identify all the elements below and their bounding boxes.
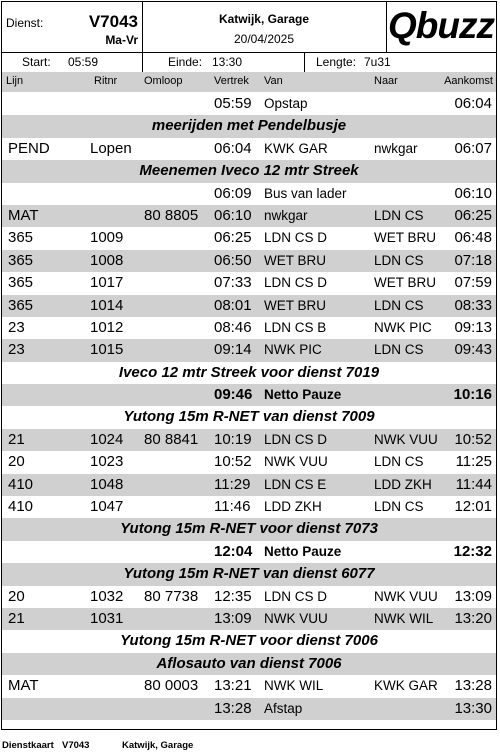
footer-dienst: V7043 <box>62 740 90 751</box>
cell-lijn: 20 <box>8 453 25 471</box>
cell-vertrek: 06:04 <box>214 139 252 157</box>
cell-van: LDN CS B <box>264 319 327 335</box>
start-value: 05:59 <box>68 55 99 69</box>
cell-vertrek: 12:04 <box>214 542 253 560</box>
cell-vertrek: 11:46 <box>214 498 251 516</box>
cell-vertrek: 06:50 <box>214 251 252 269</box>
cell-ritnr: 1015 <box>90 341 124 359</box>
cell-aankomst: 11:44 <box>455 475 492 493</box>
cell-lijn: 21 <box>8 430 25 448</box>
section-header <box>2 406 496 428</box>
length-label: Lengte: <box>316 55 357 69</box>
cell-aankomst: 10:16 <box>453 386 492 404</box>
length-value: 7u31 <box>364 55 391 69</box>
trip-row <box>2 183 496 205</box>
cell-naar: LDN CS <box>374 454 424 470</box>
cell-ritnr: 1032 <box>90 587 124 605</box>
end-label: Einde: <box>168 55 203 69</box>
trip-row <box>2 250 496 272</box>
col-aankomst: Aankomst <box>444 75 493 87</box>
cell-lijn: MAT <box>8 677 39 695</box>
cell-aankomst: 06:07 <box>454 139 492 157</box>
cell-aankomst: 13:28 <box>454 677 492 695</box>
cell-van: NWK WIL <box>264 678 324 694</box>
cell-lijn: 23 <box>8 341 25 359</box>
cell-vertrek: 08:46 <box>214 318 252 336</box>
cell-van: WET BRU <box>264 252 327 268</box>
trip-row <box>2 295 496 317</box>
cell-van: NWK VUU <box>264 454 328 470</box>
cell-vertrek: 08:01 <box>214 296 252 314</box>
cell-aankomst: 11:25 <box>455 453 492 471</box>
col-van: Van <box>264 75 283 87</box>
cell-aankomst: 07:59 <box>454 274 492 292</box>
section-header <box>2 653 496 675</box>
cell-aankomst: 13:30 <box>454 699 492 717</box>
trip-row <box>2 496 496 518</box>
section-title: Meenemen Iveco 12 mtr Streek <box>139 162 359 180</box>
cell-van: LDN CS D <box>264 431 328 447</box>
cell-omloop: 80 8805 <box>144 206 199 224</box>
header <box>2 2 496 53</box>
cell-van: Opstap <box>264 96 308 111</box>
section-header <box>2 518 496 540</box>
cell-vertrek: 06:25 <box>214 229 252 247</box>
cell-van: Netto Pauze <box>264 387 342 403</box>
cell-lijn: PEND <box>8 139 50 157</box>
cell-ritnr: 1047 <box>90 498 124 516</box>
cell-vertrek: 13:09 <box>214 609 252 627</box>
cell-van: KWK GAR <box>264 140 328 156</box>
cell-naar: NWK PIC <box>374 319 432 335</box>
cell-aankomst: 13:09 <box>454 587 492 605</box>
cell-aankomst: 09:43 <box>454 341 492 359</box>
col-omloop: Omloop <box>144 75 183 87</box>
trip-row <box>2 474 496 496</box>
cell-van: nwkgar <box>264 207 308 223</box>
cell-vertrek: 05:59 <box>214 95 252 112</box>
cell-naar: LDN CS <box>374 252 424 268</box>
cell-aankomst: 06:10 <box>454 184 492 202</box>
qbuzz-logo: Qbuzz <box>388 5 494 46</box>
cell-ritnr: 1017 <box>90 274 124 292</box>
cell-naar: LDN CS <box>374 342 424 358</box>
trip-row <box>2 93 496 115</box>
cell-aankomst: 12:32 <box>453 542 492 560</box>
logo-block <box>386 2 496 52</box>
cell-naar: WET BRU <box>374 275 437 291</box>
cell-van: Afstap <box>264 700 303 716</box>
cell-vertrek: 09:14 <box>214 341 252 359</box>
cell-van: Netto Pauze <box>264 543 342 559</box>
trip-table <box>2 93 496 720</box>
cell-naar: LDN CS <box>374 207 424 223</box>
cell-naar: nwkgar <box>374 140 418 156</box>
trip-row <box>2 675 496 697</box>
cell-ritnr: 1014 <box>90 296 124 314</box>
section-title: meerijden met Pendelbusje <box>151 117 347 135</box>
trip-row <box>2 272 496 294</box>
section-header <box>2 160 496 182</box>
cell-naar: KWK GAR <box>374 678 438 694</box>
cell-naar: LDN CS <box>374 499 424 515</box>
cell-vertrek: 13:28 <box>214 699 252 717</box>
location-block <box>142 2 387 52</box>
cell-ritnr: 1023 <box>90 453 124 471</box>
cell-vertrek: 13:21 <box>214 677 252 695</box>
footer-label: Dienstkaart <box>2 740 54 751</box>
section-header <box>2 563 496 585</box>
trip-row <box>2 451 496 473</box>
cell-naar: NWK VUU <box>374 588 438 604</box>
pause-row <box>2 541 496 563</box>
cell-van: LDN CS D <box>264 588 328 604</box>
cell-ritnr: 1008 <box>90 251 124 269</box>
trip-row <box>2 227 496 249</box>
cell-naar: LDN CS <box>374 297 424 313</box>
cell-naar: LDD ZKH <box>374 476 432 492</box>
trip-row <box>2 317 496 339</box>
cell-aankomst: 06:25 <box>454 206 492 224</box>
cell-lijn: 410 <box>8 475 34 493</box>
cell-lijn: 365 <box>8 274 34 292</box>
cell-van: LDN CS D <box>264 230 328 246</box>
cell-lijn: 365 <box>8 251 34 269</box>
cell-van: Bus van lader <box>264 185 347 201</box>
cell-lijn: 410 <box>8 498 34 516</box>
col-ritnr: Ritnr <box>94 75 118 87</box>
cell-omloop: 80 7738 <box>144 587 199 605</box>
cell-omloop: 80 0003 <box>144 677 199 695</box>
divider <box>304 53 305 72</box>
cell-aankomst: 07:18 <box>454 251 492 269</box>
cell-lijn: MAT <box>8 206 39 224</box>
cell-vertrek: 10:52 <box>214 453 252 471</box>
service-days: Ma-Vr <box>105 33 138 47</box>
trip-row <box>2 205 496 227</box>
dienst-number: V7043 <box>88 12 138 31</box>
cell-van: LDD ZKH <box>264 499 322 515</box>
cell-aankomst: 06:48 <box>454 229 492 247</box>
section-header <box>2 362 496 384</box>
cell-aankomst: 10:52 <box>454 430 492 448</box>
trip-row <box>2 608 496 630</box>
cell-aankomst: 08:33 <box>454 296 492 314</box>
cell-ritnr: 1048 <box>90 475 124 493</box>
col-lijn: Lijn <box>6 75 24 87</box>
trip-row <box>2 586 496 608</box>
cell-vertrek: 09:46 <box>214 386 253 404</box>
dienstkaart <box>1 1 497 730</box>
section-header <box>2 630 496 652</box>
cell-van: NWK VUU <box>264 610 328 626</box>
cell-aankomst: 13:20 <box>454 609 492 627</box>
cell-aankomst: 09:13 <box>454 318 492 336</box>
cell-vertrek: 12:35 <box>214 587 252 605</box>
divider <box>142 53 143 72</box>
trip-row <box>2 429 496 451</box>
cell-lijn: 365 <box>8 296 34 314</box>
cell-van: LDN CS E <box>264 476 327 492</box>
cell-vertrek: 06:10 <box>214 206 252 224</box>
column-headers <box>2 72 496 92</box>
section-title: Yutong 15m R-NET voor dienst 7006 <box>120 632 378 650</box>
cell-ritnr: 1031 <box>90 609 124 627</box>
dienst-block <box>2 2 143 52</box>
cell-aankomst: 12:01 <box>454 498 492 516</box>
cell-van: NWK PIC <box>264 342 322 358</box>
section-title: Aflosauto van dienst 7006 <box>156 654 342 672</box>
trip-row <box>2 138 496 160</box>
cell-van: WET BRU <box>264 297 327 313</box>
cell-vertrek: 11:29 <box>214 475 251 493</box>
depot-name: Katwijk, Garage <box>218 12 310 26</box>
cell-naar: WET BRU <box>374 230 437 246</box>
trip-row <box>2 698 496 720</box>
cell-lijn: 23 <box>8 318 25 336</box>
end-value: 13:30 <box>212 55 243 69</box>
cell-naar: NWK WIL <box>374 610 434 626</box>
cell-ritnr: 1009 <box>90 229 124 247</box>
cell-van: LDN CS D <box>264 275 328 291</box>
col-vertrek: Vertrek <box>214 75 249 87</box>
cell-ritnr: Lopen <box>90 139 132 157</box>
cell-ritnr: 1012 <box>90 318 124 336</box>
pause-row <box>2 384 496 406</box>
cell-vertrek: 06:09 <box>214 184 252 202</box>
cell-lijn: 365 <box>8 229 34 247</box>
cell-lijn: 20 <box>8 587 25 605</box>
cell-ritnr: 1024 <box>90 430 124 448</box>
cell-vertrek: 10:19 <box>214 430 252 448</box>
cell-lijn: 21 <box>8 609 25 627</box>
trip-row <box>2 339 496 361</box>
start-label: Start: <box>22 55 51 69</box>
col-naar: Naar <box>374 75 398 87</box>
cell-vertrek: 07:33 <box>214 274 252 292</box>
footer-plaats: Katwijk, Garage <box>122 740 194 751</box>
section-title: Yutong 15m R-NET voor dienst 7073 <box>120 520 378 538</box>
cell-aankomst: 06:04 <box>454 95 492 112</box>
section-title: Yutong 15m R-NET van dienst 6077 <box>123 565 375 583</box>
date: 20/04/2025 <box>233 32 295 46</box>
cell-omloop: 80 8841 <box>144 430 199 448</box>
section-header <box>2 115 496 137</box>
cell-naar: NWK VUU <box>374 431 438 447</box>
shift-times <box>2 53 496 73</box>
dienst-label: Dienst: <box>6 16 44 30</box>
section-title: Iveco 12 mtr Streek voor dienst 7019 <box>118 363 380 381</box>
section-title: Yutong 15m R-NET van dienst 7009 <box>123 408 375 426</box>
